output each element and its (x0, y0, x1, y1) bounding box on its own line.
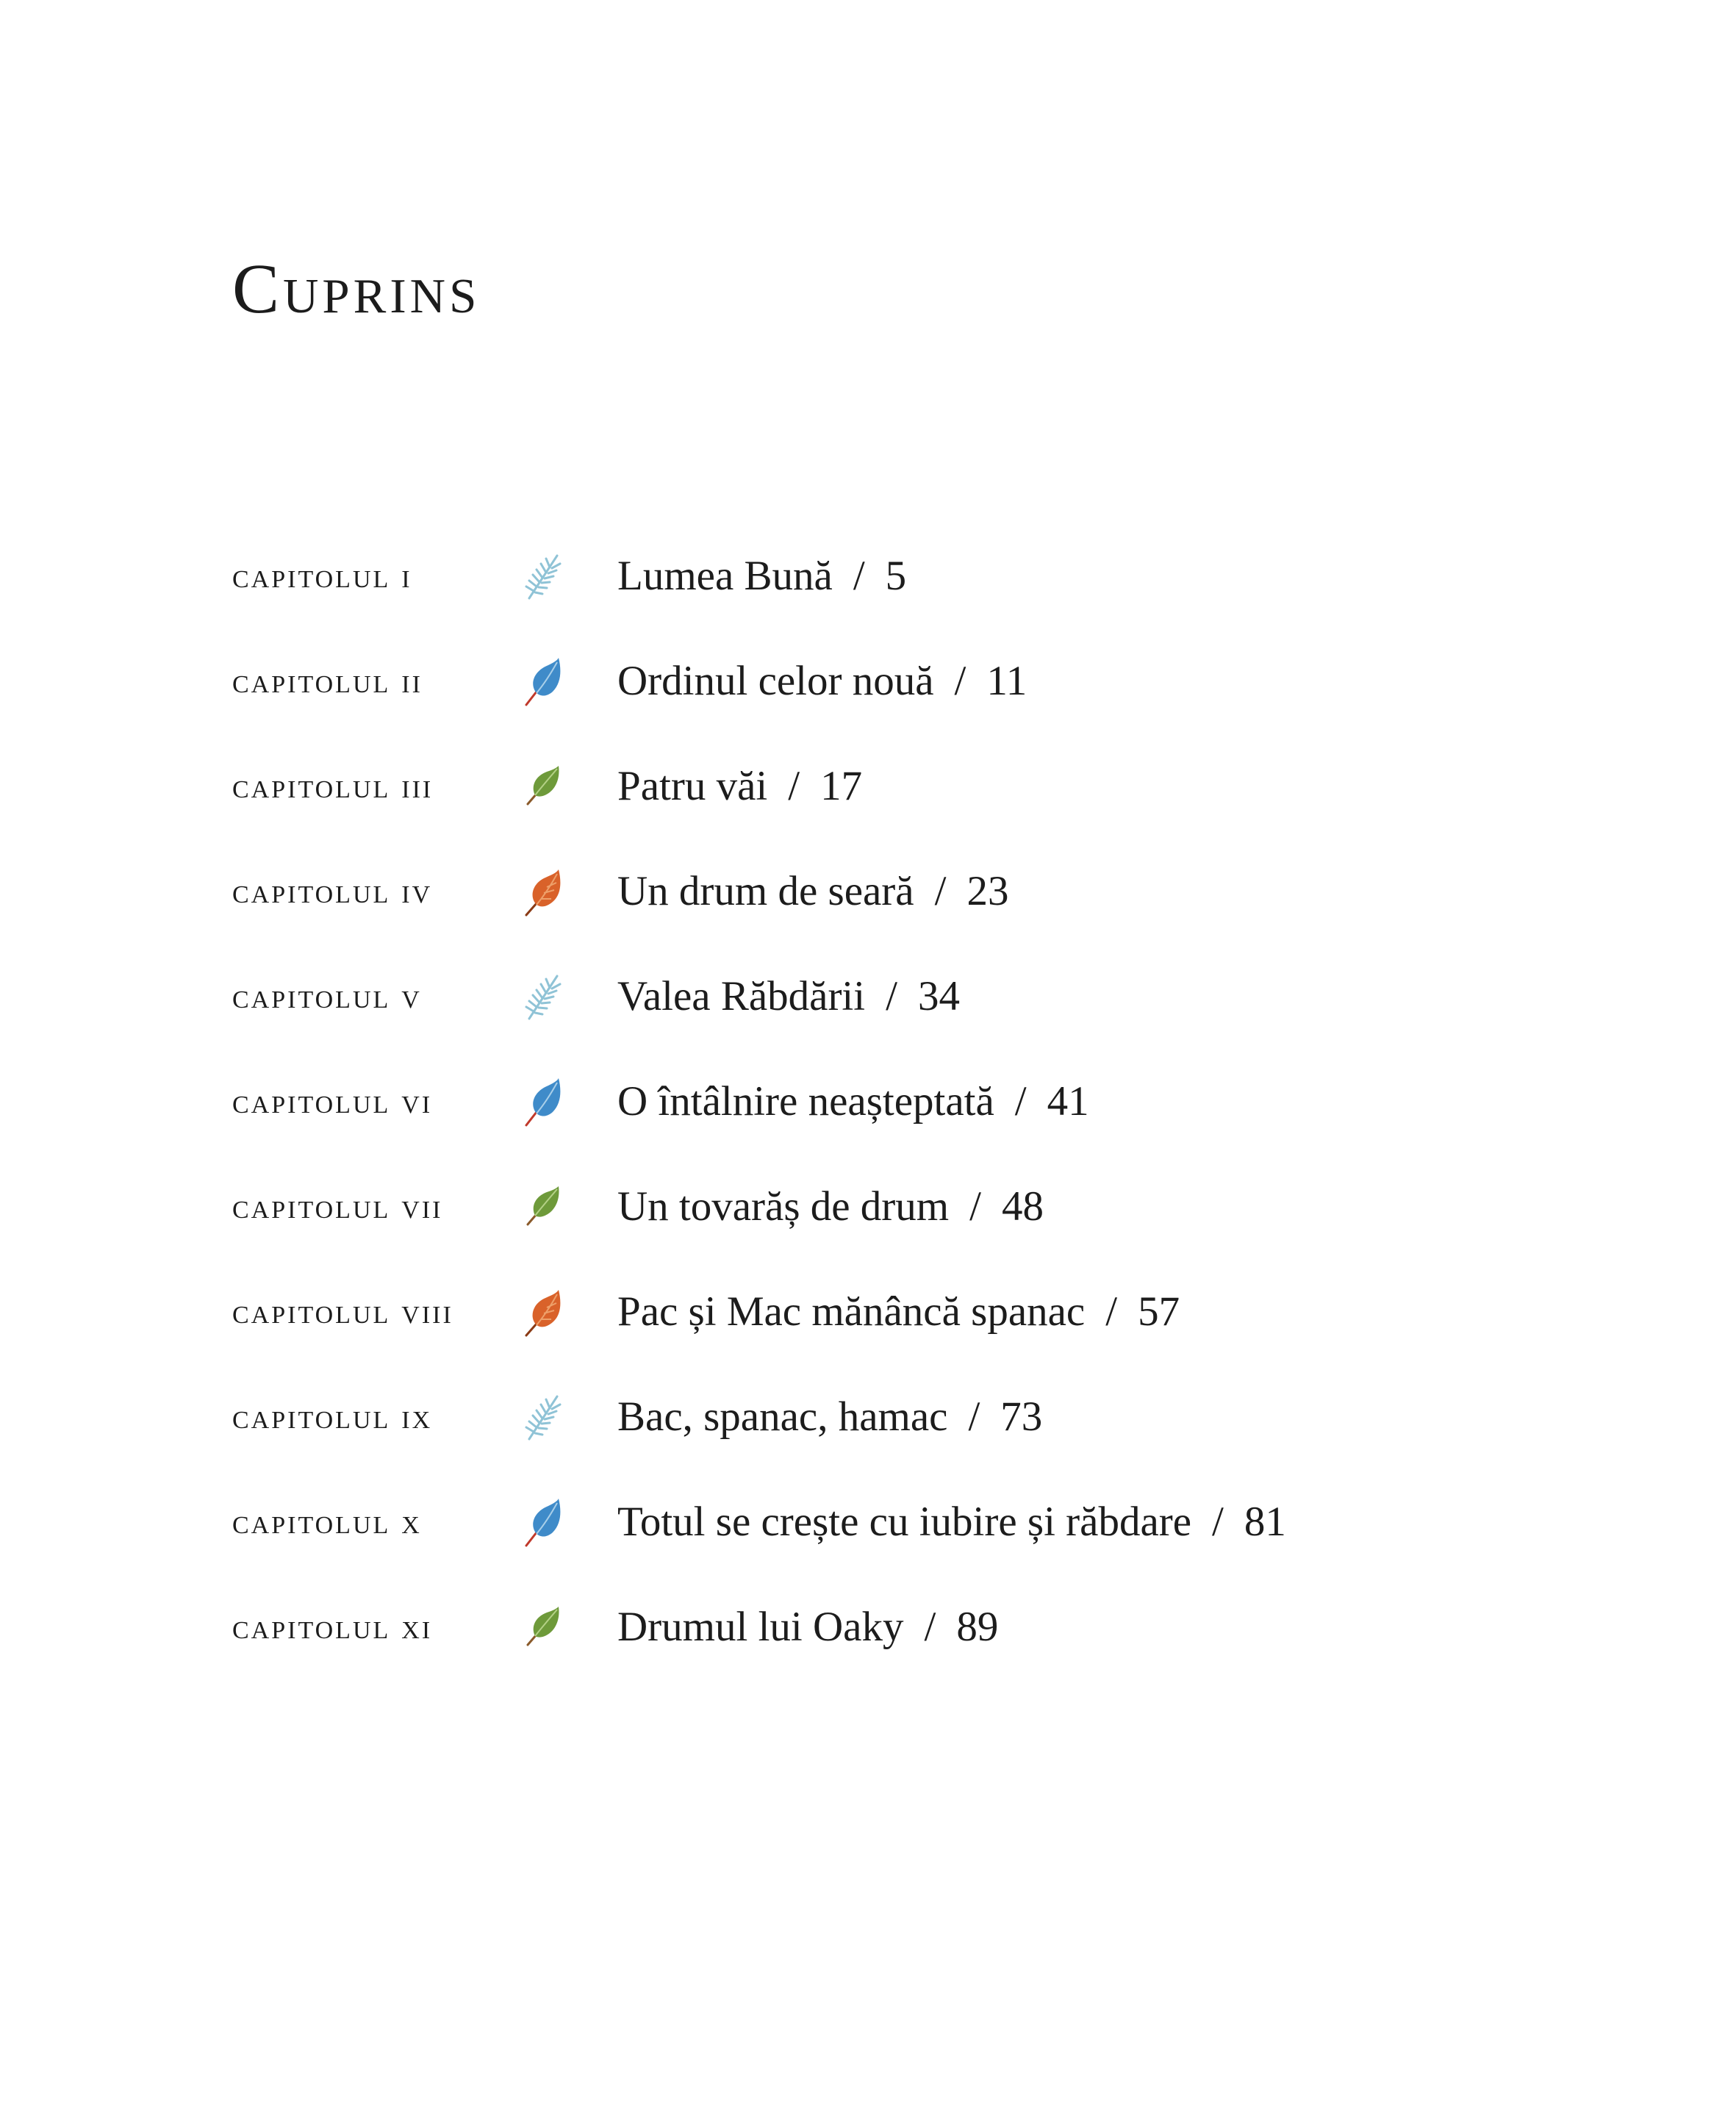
chapter-title: Pac și Mac mănâncă spanac (617, 1288, 1086, 1335)
page-number: 89 (956, 1604, 999, 1650)
toc-entry[interactable] (232, 944, 1629, 1049)
chapter-title: Totul se crește cu iubire și răbdare (617, 1499, 1192, 1545)
chapter-title-line (617, 765, 862, 807)
chapter-label: capitolul iv (232, 871, 433, 911)
fern-leaf-icon (519, 970, 566, 1023)
page-number: 41 (1047, 1078, 1089, 1125)
fern-leaf-icon (519, 1391, 566, 1443)
chapter-title: Un drum de seară (617, 868, 914, 914)
toc-entry[interactable] (232, 1364, 1629, 1469)
chapter-title-line (617, 975, 960, 1017)
separator: / (969, 1183, 981, 1230)
blue-leaf-icon (519, 1075, 566, 1128)
orange-leaf-icon (519, 865, 566, 918)
chapter-label: capitolul iii (232, 766, 434, 806)
chapter-title-line (617, 1078, 1089, 1125)
separator: / (924, 1604, 936, 1650)
separator: / (1105, 1288, 1118, 1335)
separator: / (934, 868, 947, 914)
toc-entry[interactable] (232, 1259, 1629, 1364)
separator: / (1014, 1078, 1027, 1125)
orange-leaf-icon (519, 1285, 566, 1338)
chapter-title-line (617, 1288, 1180, 1335)
chapter-title-line (617, 1396, 1042, 1438)
page-number: 17 (820, 763, 863, 809)
chapter-title-line (617, 555, 906, 597)
chapter-title: Ordinul celor nouă (617, 658, 934, 704)
chapter-label: capitolul viii (232, 1291, 453, 1331)
page-title: Cuprins (232, 249, 481, 328)
blue-leaf-icon (519, 1496, 566, 1549)
table-of-contents (232, 523, 1629, 1679)
chapter-label: capitolul v (232, 976, 422, 1016)
green-leaf-icon (519, 1601, 566, 1654)
toc-entry[interactable] (232, 1469, 1629, 1574)
page-number: 11 (986, 658, 1027, 704)
separator: / (788, 763, 800, 809)
chapter-title: O întâlnire neașteptată (617, 1078, 994, 1125)
chapter-title-line (617, 1606, 998, 1648)
page-number: 48 (1001, 1183, 1044, 1230)
separator: / (1212, 1499, 1224, 1545)
toc-entry[interactable] (232, 839, 1629, 944)
chapter-title-line (617, 1501, 1286, 1543)
chapter-title-line (617, 660, 1027, 702)
chapter-label: capitolul ix (232, 1396, 433, 1436)
chapter-title: Patru văi (617, 763, 768, 809)
page-number: 81 (1244, 1499, 1286, 1545)
blue-leaf-icon (519, 655, 566, 708)
chapter-title: Lumea Bună (617, 553, 833, 599)
toc-entry[interactable] (232, 1574, 1629, 1679)
chapter-label: capitolul i (232, 556, 412, 595)
separator: / (968, 1394, 980, 1440)
chapter-label: capitolul xi (232, 1607, 433, 1646)
green-leaf-icon (519, 1180, 566, 1233)
chapter-title: Un tovarăș de drum (617, 1183, 950, 1230)
chapter-label: capitolul vii (232, 1186, 443, 1226)
toc-entry[interactable] (232, 628, 1629, 733)
chapter-label: capitolul vi (232, 1081, 433, 1121)
toc-entry[interactable] (232, 1049, 1629, 1154)
page-number: 34 (917, 973, 960, 1019)
chapter-title: Drumul lui Oaky (617, 1604, 904, 1650)
chapter-label: capitolul x (232, 1502, 422, 1541)
page-number: 57 (1138, 1288, 1180, 1335)
toc-entry[interactable] (232, 1154, 1629, 1259)
chapter-title-line (617, 870, 1008, 912)
separator: / (853, 553, 865, 599)
page-number: 23 (966, 868, 1009, 914)
toc-entry[interactable] (232, 523, 1629, 628)
chapter-title-line (617, 1183, 1044, 1230)
chapter-title: Valea Răbdării (617, 973, 866, 1019)
chapter-label: capitolul ii (232, 661, 423, 700)
separator: / (954, 658, 966, 704)
chapter-title: Bac, spanac, hamac (617, 1394, 948, 1440)
green-leaf-icon (519, 760, 566, 813)
separator: / (886, 973, 897, 1019)
page-number: 5 (885, 553, 907, 599)
page-number: 73 (1000, 1394, 1043, 1440)
fern-leaf-icon (519, 550, 566, 603)
toc-entry[interactable] (232, 733, 1629, 839)
